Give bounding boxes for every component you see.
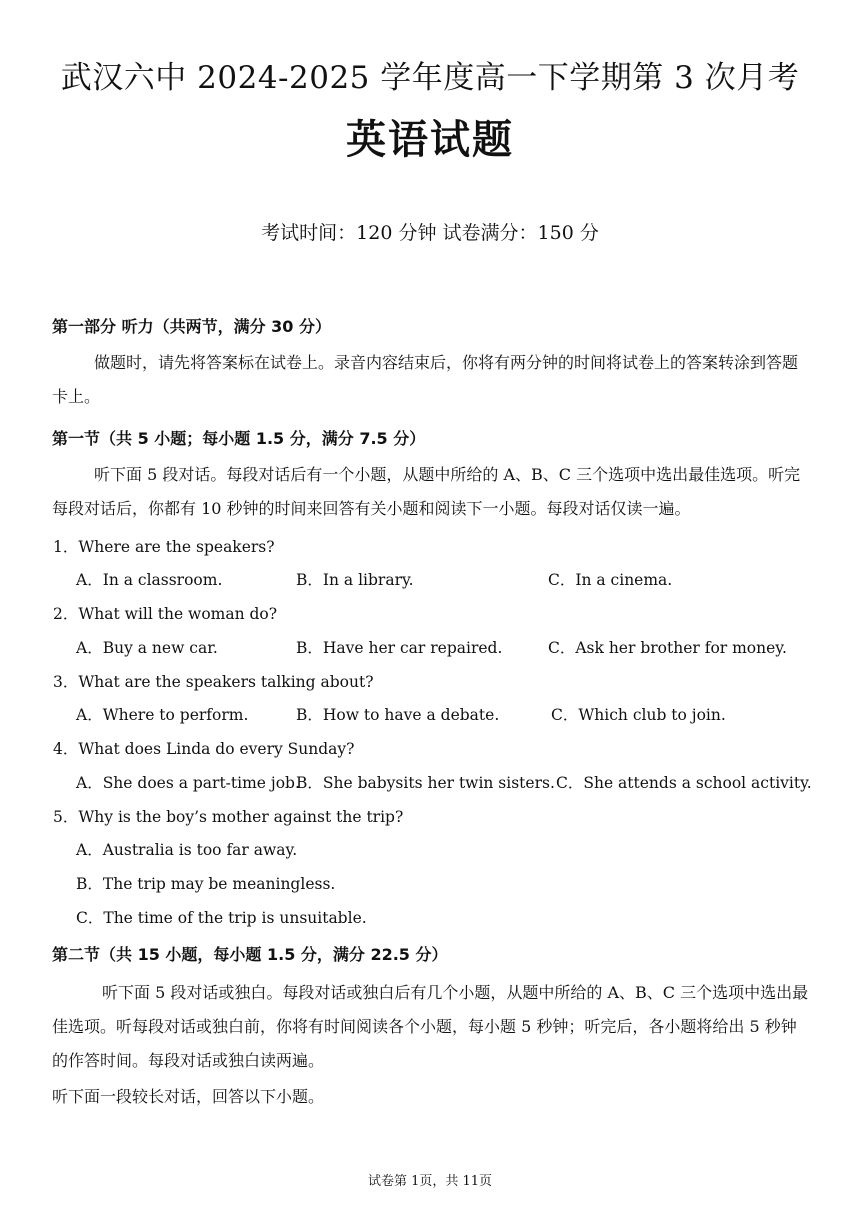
section1-heading: 第一节（共 5 小题；每小题 1.5 分，满分 7.5 分） [52,429,426,448]
question-1: 1．Where are the speakers? [53,538,275,556]
section2-lead: 听下面一段较长对话，回答以下小题。 [52,1087,325,1106]
question-3: 3．What are the speakers talking about? [53,673,374,691]
part1-heading: 第一部分 听力（共两节，满分 30 分） [52,317,331,336]
q2-option-a: A．Buy a new car. [76,639,218,657]
q4-option-c: C．She attends a school activity. [556,774,812,792]
subject-title: 英语试题 [346,117,514,163]
q4-option-b: B．She babysits her twin sisters. [296,774,555,792]
exam-info: 考试时间：120 分钟 试卷满分：150 分 [261,222,599,244]
q5-option-c: C．The time of the trip is unsuitable. [76,909,367,927]
page-footer: 试卷第 1页，共 11页 [367,1174,493,1189]
q3-option-a: A．Where to perform. [76,706,249,724]
exam-title: 武汉六中 2024-2025 学年度高一下学期第 3 次月考 [60,60,800,96]
part1-instruction: 做题时，请先将答案标在试卷上。录音内容结束后，你将有两分钟的时间将试卷上的答案转涂到答题卡上。 [52,353,799,406]
q3-option-b: B．How to have a debate. [296,706,500,724]
q5-option-b: B．The trip may be meaningless. [76,875,336,893]
q1-option-a: A．In a classroom. [76,571,223,589]
q1-option-c: C．In a cinema. [548,571,673,589]
q2-option-c: C．Ask her brother for money. [548,639,787,657]
section2-instruction: 听下面 5 段对话或独白。每段对话或独白后有几个小题，从题中所给的 A、B、C 三个选项中选出最佳选项。听每段对话或独白前，你将有时间阅读各个小题，每小题 5 秒钟；听完后，各小题将给出 5 秒钟的作答时间。每段对话或独白读两遍。 [52,983,809,1070]
question-4: 4．What does Linda do every Sunday? [53,740,355,758]
q4-option-a: A．She does a part-time job. [76,774,300,792]
q2-option-b: B．Have her car repaired. [296,639,503,657]
section2-heading: 第二节（共 15 小题，每小题 1.5 分，满分 22.5 分） [52,945,448,964]
section1-instruction: 听下面 5 段对话。每段对话后有一个小题，从题中所给的 A、B、C 三个选项中选出最佳选项。听完每段对话后，你都有 10 秒钟的时间来回答有关小题和阅读下一小题。每段对话仅读一遍。 [52,465,801,518]
q5-option-a: A．Australia is too far away. [76,841,298,859]
question-2: 2．What will the woman do? [53,605,278,623]
question-5: 5．Why is the boy’s mother against the trip? [53,808,404,826]
q1-option-b: B．In a library. [296,571,414,589]
q3-option-c: C．Which club to join. [551,706,726,724]
